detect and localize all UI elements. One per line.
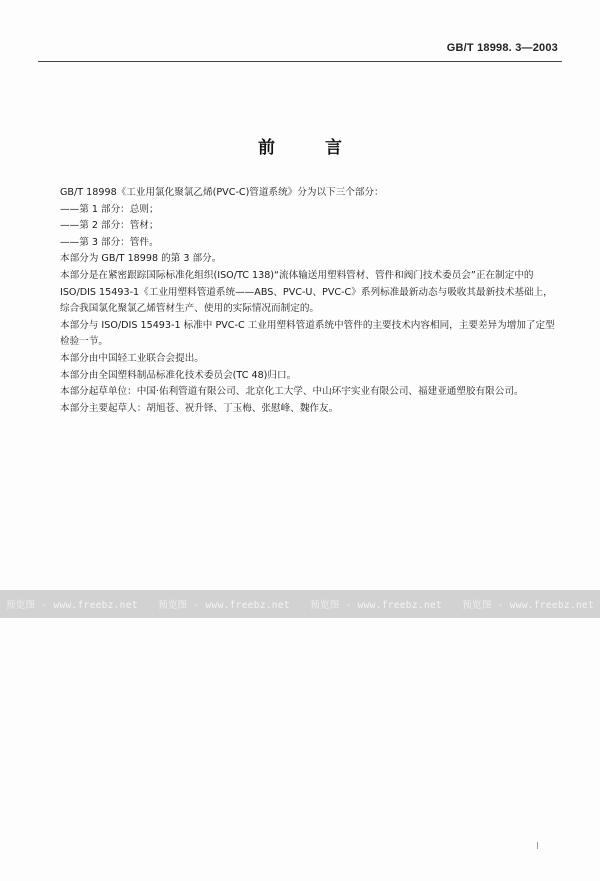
paragraph-basis: 本部分是在紧密跟踪国际标准化组织(ISO/TC 138)“流体输送用塑料管材、管件和阀门技术委员会”正在制定中的 ISO/DIS 15493-1《工业用塑料管道系统——ABS、PVC-U、PVC-C》系列标准最新动态与吸收其最新技术基础上，综合我国氯化聚氯乙烯管材生产、使用的实际情况而制定的。 (60, 269, 553, 315)
paragraph-differences: 本部分与 ISO/DIS 15493-1 标准中 PVC-C 工业用塑料管道系统中管件的主要技术内容相同，主要差异为增加了定型检验一节。 (60, 319, 555, 348)
paragraph-committee: 本部分由全国塑料制品标准化技术委员会(TC 48)归口。 (60, 369, 297, 381)
standard-number: GB/T 18998. 3—2003 (446, 42, 558, 54)
list-item-part-2: ——第 2 部分：管材； (60, 220, 159, 232)
paragraph-drafting-units: 本部分起草单位：中国·佑利管道有限公司、北京化工大学、中山环宇实业有限公司、福建亚通塑胶有限公司。 (60, 386, 524, 398)
watermark-banner (0, 590, 600, 618)
paragraph-scope: 本部分为 GB/T 18998 的第 3 部分。 (60, 253, 222, 265)
watermark-text: 预览图 - www.freebz.net (158, 600, 290, 611)
paragraph-intro: GB/T 18998《工业用氯化聚氯乙烯(PVC-C)管道系统》分为以下三个部分： (60, 187, 384, 198)
watermark-text: 预览图 - www.freebz.net (6, 600, 138, 611)
header-divider (38, 61, 562, 62)
foreword-body (60, 185, 560, 417)
page-title: 前 言 (258, 138, 364, 158)
page-mark (537, 842, 538, 849)
list-item-part-3: ——第 3 部分：管件。 (60, 236, 159, 248)
watermark-text: 预览图 - www.freebz.net (310, 600, 442, 611)
paragraph-proposer: 本部分由中国轻工业联合会提出。 (60, 352, 204, 364)
watermark-text: 预览图 - www.freebz.net (462, 600, 594, 611)
paragraph-drafters: 本部分主要起草人：胡旭苍、祝升铎、丁玉梅、张慰峰、魏作友。 (60, 402, 339, 414)
list-item-part-1: ——第 1 部分：总则； (60, 203, 159, 215)
